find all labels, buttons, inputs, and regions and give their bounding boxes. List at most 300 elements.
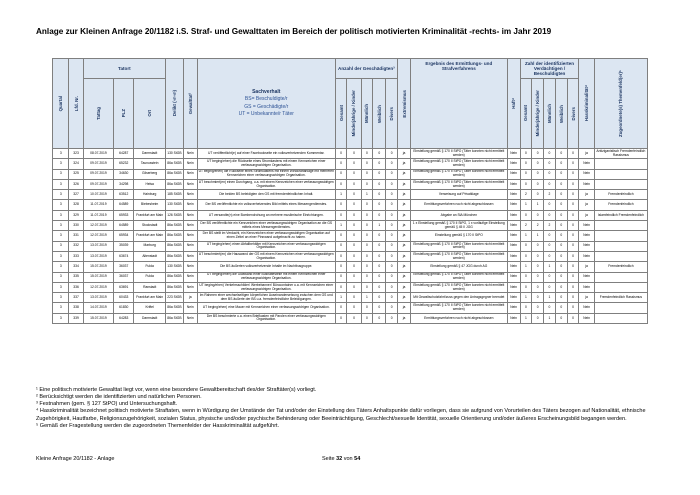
legend-ut: UT = Unbekannte/r Täter: [238, 111, 294, 117]
table-row: [53, 272, 648, 282]
document-title: Anlage zur Kleinen Anfrage 20/1182 i.S. Straf- und Gewalttaten im Bereich der politisch motivierten Kriminalität -rechts- im Jahr 2019: [36, 27, 552, 36]
col-delikt: Delikt (§§): [166, 59, 184, 149]
cell-extremismus: ja: [398, 210, 411, 220]
cell-v-maennlich: 2: [544, 221, 556, 231]
cell-v-maennlich: 2: [544, 190, 556, 200]
cell-lfd-nr: 332: [69, 241, 83, 251]
col-gs-gesamt: Gesamt: [335, 79, 347, 149]
cell-themenfeld: [594, 179, 647, 189]
cell-v-divers: 0: [567, 149, 579, 159]
cell-lfd-nr: 334: [69, 262, 83, 272]
cell-gs-divers: 0: [386, 262, 398, 272]
cell-haft: Nein: [507, 190, 520, 200]
table-row: [53, 241, 648, 251]
col-sachverhalt: [197, 59, 335, 149]
cell-v-divers: 0: [567, 241, 579, 251]
cell-haft: Nein: [507, 303, 520, 313]
cell-extremismus: ja: [398, 149, 411, 159]
cell-ergebnis: Abgabe an StA München: [411, 210, 508, 220]
cell-v-maennlich: 0: [544, 282, 556, 292]
cell-gs-gesamt: 0: [335, 210, 347, 220]
cell-v-minderjaehrige: 0: [532, 190, 544, 200]
cell-sachverhalt: UT versandte(n) eine Bombendrohung an mehrere muslimische Einrichtungen.: [197, 210, 335, 220]
legend-gs: GS = Geschädigte/r: [244, 103, 289, 110]
cell-ergebnis: Verweisung auf Privatklage: [411, 190, 508, 200]
cell-hasskriminalitaet: Nein: [579, 251, 594, 261]
cell-extremismus: ja: [398, 169, 411, 179]
cell-gewalttat: Nein: [183, 221, 197, 231]
results-table: [52, 58, 648, 324]
cell-ergebnis: 1 x Einstellung gemäß § 170 II StPO, 1 x vorläufige Einstellung gemäß § 45 II JGG: [411, 221, 508, 231]
cell-v-gesamt: 1: [520, 262, 532, 272]
cell-ergebnis: Einstellung gemäß § 170 II StPO (Täter konnten nicht ermittelt werden): [411, 251, 508, 261]
cell-gewalttat: Nein: [183, 179, 197, 189]
cell-v-gesamt: 0: [520, 272, 532, 282]
cell-extremismus: ja: [398, 303, 411, 313]
cell-v-weiblich: 0: [555, 149, 567, 159]
col-themenfeld: Zugeordnete(s) Themenfeld(er)⁵: [594, 59, 647, 149]
cell-delikt: 130 StGB: [166, 149, 184, 159]
cell-ergebnis: Einstellung gemäß § 170 II StPO (Täter konnten nicht ermittelt werden): [411, 149, 508, 159]
col-tattag: Tattag: [83, 79, 114, 149]
cell-gs-weiblich: 0: [373, 179, 386, 189]
cell-gs-maennlich: 0: [361, 272, 373, 282]
cell-gs-maennlich: 1: [361, 293, 373, 303]
cell-v-maennlich: 0: [544, 159, 556, 169]
cell-gs-gesamt: 0: [335, 251, 347, 261]
cell-v-gesamt: 1: [520, 313, 532, 323]
cell-v-gesamt: 0: [520, 149, 532, 159]
cell-gs-maennlich: 0: [361, 313, 373, 323]
cell-gs-minderjaehrige: 0: [347, 200, 361, 210]
cell-v-weiblich: 0: [555, 221, 567, 231]
table-row: [53, 231, 648, 241]
cell-ergebnis: Einstellung gemäß § 170 II StPO (Täter konnten nicht ermittelt werden): [411, 159, 508, 169]
cell-gs-gesamt: 0: [335, 262, 347, 272]
cell-sachverhalt: Der BS veröffentlichte ein volksverhetzendes Bild mittels eines Messengerdienstes.: [197, 200, 335, 210]
cell-gs-gesamt: 0: [335, 169, 347, 179]
cell-v-gesamt: 0: [520, 210, 532, 220]
cell-gs-minderjaehrige: 0: [347, 210, 361, 220]
cell-delikt: 86a StGB: [166, 303, 184, 313]
cell-v-minderjaehrige: 0: [532, 272, 544, 282]
cell-v-divers: 0: [567, 210, 579, 220]
cell-plz: 64287: [114, 149, 134, 159]
col-v-minderjaehrige: Minderjährige / Kinder: [532, 79, 544, 149]
cell-gs-weiblich: 0: [373, 200, 386, 210]
col-ort: Ort: [134, 79, 166, 149]
cell-v-divers: 0: [567, 190, 579, 200]
cell-v-divers: 0: [567, 200, 579, 210]
cell-quartal: 3: [53, 169, 69, 179]
col-gs-maennlich: Männlich: [361, 79, 373, 149]
cell-v-minderjaehrige: 2: [532, 221, 544, 231]
cell-tattag: 15.07.2019: [83, 262, 114, 272]
table-row: [53, 262, 648, 272]
cell-gs-minderjaehrige: 0: [347, 159, 361, 169]
cell-v-divers: 0: [567, 169, 579, 179]
cell-ort: Biebesheim: [134, 200, 166, 210]
cell-ort: Fulda: [134, 272, 166, 282]
cell-extremismus: ja: [398, 179, 411, 189]
cell-gs-weiblich: 0: [373, 169, 386, 179]
cell-gs-maennlich: 0: [361, 241, 373, 251]
cell-sachverhalt: Im Rahmen einer wechselseitigen körperlichen Auseinandersetzung zwischen dem GS und dem BS äußerte der BS u.a. fremdenfeindliche Beleidigungen.: [197, 293, 335, 303]
cell-gewalttat: Nein: [183, 241, 197, 251]
cell-gewalttat: Nein: [183, 210, 197, 220]
cell-plz: 35039: [114, 241, 134, 251]
cell-lfd-nr: 323: [69, 149, 83, 159]
cell-gs-weiblich: 0: [373, 251, 386, 261]
cell-quartal: 3: [53, 282, 69, 292]
cell-lfd-nr: 329: [69, 210, 83, 220]
cell-gs-gesamt: 1: [335, 293, 347, 303]
table-row: [53, 179, 648, 189]
cell-haft: Nein: [507, 200, 520, 210]
cell-delikt: 130 StGB: [166, 262, 184, 272]
table-row: [53, 210, 648, 220]
cell-hasskriminalitaet: Nein: [579, 221, 594, 231]
cell-extremismus: ja: [398, 313, 411, 323]
cell-delikt: 86a StGB: [166, 251, 184, 261]
cell-v-gesamt: 2: [520, 221, 532, 231]
col-ergebnis: Ergebnis des Ermittlungs- und Strafverfahrens: [411, 59, 508, 149]
cell-gewalttat: Nein: [183, 303, 197, 313]
cell-ergebnis: Einstellung gemäß § 170 II StPO (Täter konnten nicht ermittelt werden): [411, 272, 508, 282]
cell-plz: 63691: [114, 282, 134, 292]
cell-haft: Nein: [507, 159, 520, 169]
cell-themenfeld: [594, 241, 647, 251]
cell-gs-minderjaehrige: 0: [347, 179, 361, 189]
cell-v-gesamt: 1: [520, 231, 532, 241]
cell-v-divers: 0: [567, 231, 579, 241]
cell-ort: Ranstadt: [134, 282, 166, 292]
cell-ort: Gilserberg: [134, 169, 166, 179]
cell-ort: Hainburg: [134, 190, 166, 200]
cell-themenfeld: [594, 282, 647, 292]
cell-haft: Nein: [507, 210, 520, 220]
cell-extremismus: ja: [398, 159, 411, 169]
col-hasskriminalitaet: Hasskriminalität⁴: [579, 59, 594, 149]
cell-gs-divers: 0: [386, 303, 398, 313]
cell-quartal: 3: [53, 159, 69, 169]
cell-v-weiblich: 0: [555, 241, 567, 251]
cell-haft: Nein: [507, 169, 520, 179]
cell-sachverhalt: UT beging/ehen) die Rückseite eines Stromkastens mit einem Kennzeichen einer verfassungswidrigen Organisation.: [197, 159, 335, 169]
cell-quartal: 3: [53, 231, 69, 241]
cell-delikt: 86a StGB: [166, 241, 184, 251]
cell-gs-gesamt: 0: [335, 231, 347, 241]
cell-v-weiblich: 0: [555, 179, 567, 189]
cell-gs-divers: 0: [386, 190, 398, 200]
cell-ergebnis: Einstellung gemäß § 170 II StPO: [411, 231, 508, 241]
cell-quartal: 3: [53, 272, 69, 282]
cell-hasskriminalitaet: Nein: [579, 241, 594, 251]
sachverhalt-heading: Sachverhalt: [252, 88, 281, 95]
footer-doc-label: Kleine Anfrage 20/1182 - Anlage: [36, 456, 115, 462]
cell-extremismus: ja: [398, 200, 411, 210]
cell-gs-weiblich: 0: [373, 210, 386, 220]
cell-tattag: 12.07.2019: [83, 221, 114, 231]
cell-gs-maennlich: 0: [361, 179, 373, 189]
cell-v-minderjaehrige: 0: [532, 303, 544, 313]
cell-gs-divers: 0: [386, 200, 398, 210]
cell-quartal: 3: [53, 262, 69, 272]
col-anzahl-geschaedigte: Anzahl der Geschädigten³: [335, 59, 397, 79]
cell-gs-maennlich: 1: [361, 190, 373, 200]
cell-gewalttat: Nein: [183, 200, 197, 210]
col-zahl-verdaechtige: Zahl der identifizierten Verdächtigen / Beschuldigten: [520, 59, 579, 79]
cell-plz: 64589: [114, 200, 134, 210]
cell-themenfeld: [594, 251, 647, 261]
cell-v-divers: 0: [567, 293, 579, 303]
cell-tattag: 11.07.2019: [83, 210, 114, 220]
cell-gs-divers: 0: [386, 231, 398, 241]
cell-themenfeld: [594, 272, 647, 282]
footnote-3: ³ Festnahmen (gem. § 127 StPO) und Untersuchungshaft.: [36, 401, 178, 408]
cell-gs-minderjaehrige: 0: [347, 303, 361, 313]
col-gewalttat: Gewalttat²: [183, 59, 197, 149]
cell-sachverhalt: UT beschmiert(en) die Hauswand der GS mit einem Kennzeichen einer verfassungswidrigen Organisation.: [197, 251, 335, 261]
cell-hasskriminalitaet: Nein: [579, 179, 594, 189]
cell-gs-minderjaehrige: 0: [347, 282, 361, 292]
cell-hasskriminalitaet: Nein: [579, 169, 594, 179]
cell-gs-maennlich: 0: [361, 169, 373, 179]
cell-lfd-nr: 333: [69, 251, 83, 261]
cell-sachverhalt: UT beging/ehen) eine Mauer mit Kennzeichen einer verfassungswidrigen Organisation.: [197, 303, 335, 313]
cell-v-minderjaehrige: 0: [532, 313, 544, 323]
cell-ergebnis: Einstellung gemäß § 170 II StPO (Täter konnten nicht ermittelt werden): [411, 303, 508, 313]
cell-tattag: 15.07.2019: [83, 313, 114, 323]
cell-v-divers: 0: [567, 251, 579, 261]
cell-ergebnis: Einstellung gemäß § 47 JGG durch AG: [411, 262, 508, 272]
cell-themenfeld: Fremdenfeindlich: [594, 262, 647, 272]
cell-hasskriminalitaet: ja: [579, 210, 594, 220]
cell-quartal: 3: [53, 179, 69, 189]
cell-v-minderjaehrige: 0: [532, 159, 544, 169]
cell-v-gesamt: 0: [520, 169, 532, 179]
cell-plz: 61830: [114, 303, 134, 313]
cell-gs-gesamt: 0: [335, 159, 347, 169]
col-plz: PLZ: [114, 79, 134, 149]
cell-haft: Nein: [507, 282, 520, 292]
cell-v-weiblich: 0: [555, 303, 567, 313]
cell-lfd-nr: 327: [69, 190, 83, 200]
cell-v-divers: 0: [567, 159, 579, 169]
cell-lfd-nr: 337: [69, 293, 83, 303]
cell-ergebnis: Einstellung gemäß § 170 II StPO (Täter konnten nicht ermittelt werden): [411, 169, 508, 179]
cell-quartal: 3: [53, 210, 69, 220]
cell-sachverhalt: Der BS beschmierte u.a. einen Briefkasten mit Parolen einer verfassungswidrigen Organisation.: [197, 313, 335, 323]
cell-themenfeld: [594, 303, 647, 313]
cell-ort: Frankfurt am Main: [134, 210, 166, 220]
cell-gs-divers: 0: [386, 221, 398, 231]
table-row: [53, 303, 648, 313]
cell-gewalttat: ja: [183, 293, 197, 303]
cell-plz: 34298: [114, 179, 134, 189]
cell-themenfeld: [594, 159, 647, 169]
cell-ort: Altenstadt: [134, 251, 166, 261]
col-tatort: Tatort: [83, 59, 165, 79]
cell-haft: Nein: [507, 231, 520, 241]
table-row: [53, 169, 648, 179]
cell-haft: Nein: [507, 221, 520, 231]
cell-delikt: 86a StGB: [166, 159, 184, 169]
cell-v-gesamt: 0: [520, 179, 532, 189]
cell-ergebnis: Ermittlungsverfahren noch nicht abgeschlossen: [411, 200, 508, 210]
cell-gs-minderjaehrige: 0: [347, 221, 361, 231]
cell-v-minderjaehrige: 0: [532, 262, 544, 272]
cell-lfd-nr: 324: [69, 159, 83, 169]
cell-gs-maennlich: 0: [361, 282, 373, 292]
cell-hasskriminalitaet: ja: [579, 190, 594, 200]
cell-gs-gesamt: 0: [335, 313, 347, 323]
cell-ort: Helsa: [134, 179, 166, 189]
cell-v-maennlich: 0: [544, 210, 556, 220]
cell-gs-maennlich: 0: [361, 149, 373, 159]
cell-v-minderjaehrige: 0: [532, 293, 544, 303]
cell-tattag: 14.07.2019: [83, 303, 114, 313]
cell-quartal: 3: [53, 241, 69, 251]
cell-tattag: 09.07.2019: [83, 169, 114, 179]
cell-delikt: 185 StGB: [166, 190, 184, 200]
cell-gs-maennlich: 0: [361, 231, 373, 241]
table-row: [53, 293, 648, 303]
cell-lfd-nr: 335: [69, 272, 83, 282]
cell-delikt: 223 StGB: [166, 293, 184, 303]
cell-gs-maennlich: 0: [361, 200, 373, 210]
cell-lfd-nr: 325: [69, 169, 83, 179]
cell-gs-gesamt: 0: [335, 282, 347, 292]
cell-extremismus: ja: [398, 251, 411, 261]
cell-gs-maennlich: 0: [361, 159, 373, 169]
cell-gewalttat: Nein: [183, 169, 197, 179]
table-row: [53, 190, 648, 200]
cell-v-minderjaehrige: 1: [532, 200, 544, 210]
cell-gs-divers: 0: [386, 149, 398, 159]
cell-v-minderjaehrige: 0: [532, 210, 544, 220]
cell-v-weiblich: 0: [555, 313, 567, 323]
cell-themenfeld: Fremdenfeindlich: [594, 190, 647, 200]
cell-gs-maennlich: 0: [361, 221, 373, 231]
cell-v-minderjaehrige: 0: [532, 282, 544, 292]
cell-quartal: 3: [53, 293, 69, 303]
cell-plz: 36037: [114, 272, 134, 282]
cell-gs-weiblich: 0: [373, 262, 386, 272]
cell-gs-maennlich: 0: [361, 262, 373, 272]
cell-ort: Frankfurt am Main: [134, 293, 166, 303]
table-row: [53, 200, 648, 210]
cell-tattag: 13.07.2019: [83, 251, 114, 261]
cell-sachverhalt: Die BS äußerten volksverhetzende Inhalte im Nachtbusgruppe.: [197, 262, 335, 272]
cell-plz: 63512: [114, 190, 134, 200]
cell-delikt: 86a StGB: [166, 221, 184, 231]
cell-extremismus: ja: [398, 262, 411, 272]
cell-delikt: 130 StGB: [166, 200, 184, 210]
cell-sachverhalt: Der BS veröffentlichte ein Kennzeichen einer verfassungswidrigen Organisation an die GS mittels eines Messengerdienstes.: [197, 221, 335, 231]
cell-gs-minderjaehrige: 0: [347, 272, 361, 282]
cell-v-minderjaehrige: 0: [532, 179, 544, 189]
cell-gs-divers: 0: [386, 272, 398, 282]
table-row: [53, 159, 648, 169]
cell-v-maennlich: 0: [544, 231, 556, 241]
cell-ort: Taunusstein: [134, 159, 166, 169]
col-v-divers: Divers: [567, 79, 579, 149]
cell-tattag: 15.07.2019: [83, 272, 114, 282]
cell-delikt: 86a StGB: [166, 179, 184, 189]
cell-gs-divers: 0: [386, 241, 398, 251]
cell-plz: 60433: [114, 293, 134, 303]
cell-gs-minderjaehrige: 0: [347, 190, 361, 200]
cell-v-maennlich: 0: [544, 200, 556, 210]
cell-v-minderjaehrige: 0: [532, 149, 544, 159]
cell-v-weiblich: 0: [555, 200, 567, 210]
cell-gewalttat: Nein: [183, 313, 197, 323]
cell-gs-weiblich: 0: [373, 149, 386, 159]
cell-tattag: 08.07.2019: [83, 149, 114, 159]
cell-v-minderjaehrige: 1: [532, 231, 544, 241]
cell-tattag: 09.07.2019: [83, 159, 114, 169]
cell-v-maennlich: 1: [544, 293, 556, 303]
cell-ergebnis: Einstellung gemäß § 170 II StPO (Täter konnten nicht ermittelt werden): [411, 179, 508, 189]
cell-extremismus: ja: [398, 190, 411, 200]
cell-gs-gesamt: 0: [335, 149, 347, 159]
cell-gs-weiblich: 0: [373, 313, 386, 323]
cell-tattag: 12.07.2019: [83, 282, 114, 292]
cell-gs-minderjaehrige: 0: [347, 313, 361, 323]
cell-plz: 34630: [114, 169, 134, 179]
cell-sachverhalt: Der BS stellt im Verdacht, ein Kennzeichen einer verfassungswidrigen Organisation auf einen Zettel an einer Pinnwand aufgebracht zu haben.: [197, 231, 335, 241]
footer-page-number: Seite 32 von 54: [322, 456, 361, 462]
cell-quartal: 3: [53, 149, 69, 159]
cell-plz: 65934: [114, 231, 134, 241]
cell-delikt: 86a StGB: [166, 169, 184, 179]
cell-v-maennlich: 0: [544, 272, 556, 282]
cell-gs-divers: 0: [386, 159, 398, 169]
cell-haft: Nein: [507, 313, 520, 323]
cell-sachverhalt: UT beging/ehen) die Glaswand einer Bushaltestelle mit einem Kennzeichen einer verfassungswidrigen Organisation.: [197, 272, 335, 282]
cell-haft: Nein: [507, 262, 520, 272]
cell-gewalttat: Nein: [183, 251, 197, 261]
cell-v-divers: 0: [567, 221, 579, 231]
cell-gs-gesamt: 0: [335, 200, 347, 210]
cell-gewalttat: Nein: [183, 282, 197, 292]
cell-v-gesamt: 0: [520, 251, 532, 261]
cell-gs-gesamt: 0: [335, 241, 347, 251]
cell-v-divers: 0: [567, 272, 579, 282]
cell-hasskriminalitaet: ja: [579, 200, 594, 210]
table-body: [53, 149, 648, 324]
cell-gewalttat: Nein: [183, 149, 197, 159]
cell-quartal: 3: [53, 251, 69, 261]
col-v-weiblich: Weiblich: [555, 79, 567, 149]
cell-extremismus: ja: [398, 293, 411, 303]
legend-bs: BS= Beschuldigte/r: [244, 96, 288, 102]
col-lfd-nr: Lfd. Nr.: [69, 59, 83, 149]
col-gs-minderjaehrige: Minderjährige / Kinder: [347, 79, 361, 149]
cell-tattag: 13.07.2019: [83, 241, 114, 251]
footnotes: [36, 387, 666, 430]
cell-v-gesamt: 0: [520, 159, 532, 169]
cell-v-weiblich: 0: [555, 169, 567, 179]
cell-quartal: 3: [53, 221, 69, 231]
col-quartal: Quartal: [53, 59, 69, 149]
cell-v-gesamt: 2: [520, 190, 532, 200]
cell-v-weiblich: 0: [555, 231, 567, 241]
cell-haft: Nein: [507, 179, 520, 189]
col-v-maennlich: Männlich: [544, 79, 556, 149]
cell-v-weiblich: 0: [555, 282, 567, 292]
